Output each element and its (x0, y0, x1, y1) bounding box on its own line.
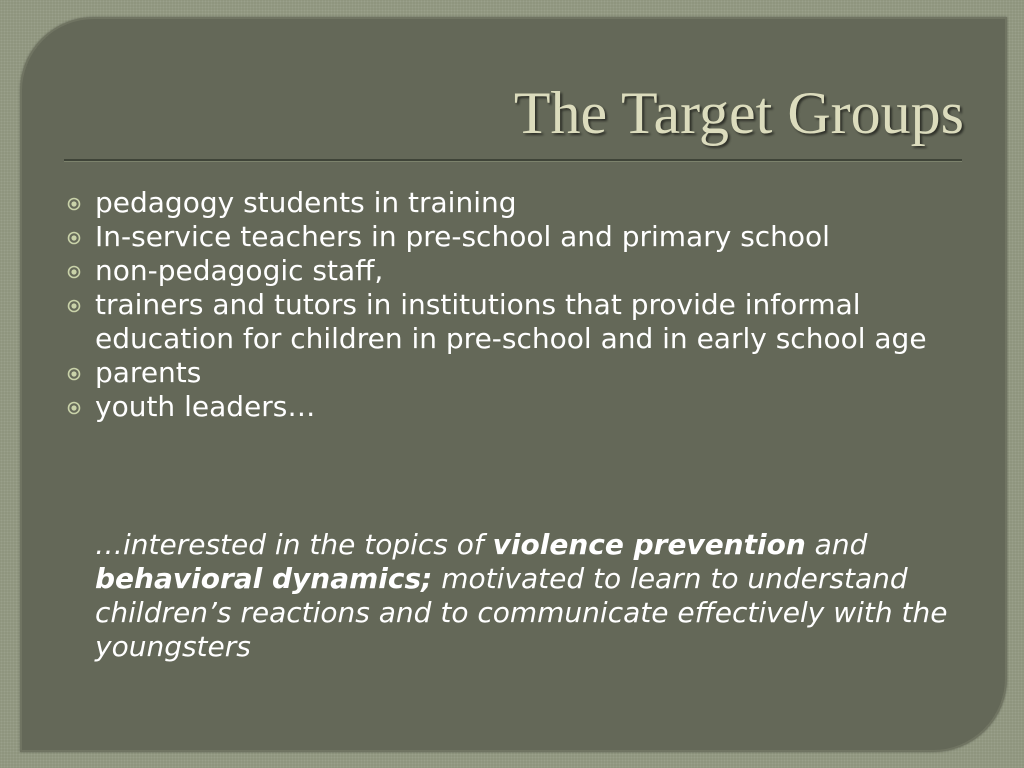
bullet-item (62, 390, 962, 424)
bullet-item (62, 254, 962, 288)
bullet-item (62, 220, 962, 254)
circled-dot-bullet-icon (67, 231, 81, 245)
circled-dot-bullet-icon (67, 197, 81, 211)
note-emphasis: violence prevention (492, 528, 806, 561)
bullet-text: youth leaders… (95, 390, 316, 423)
bullet-item (62, 288, 962, 356)
note-text: …interested in the topics of (95, 528, 493, 561)
note-emphasis: behavioral dynamics; (95, 562, 433, 595)
bullet-text: non-pedagogic staff, (95, 254, 384, 287)
bullet-text: trainers and tutors in institutions that provide informal education for children in pre-school and in early school age (95, 288, 927, 355)
circled-dot-bullet-icon (67, 367, 81, 381)
bullet-text: pedagogy students in training (95, 186, 517, 219)
bullet-list (62, 186, 962, 424)
note-text: motivated to learn to understand children’s reactions and to communicate effectively with the youngsters (95, 562, 948, 663)
circled-dot-bullet-icon (67, 401, 81, 415)
title-divider (64, 159, 962, 162)
bullet-item (62, 356, 962, 390)
closing-note (95, 528, 965, 664)
bullet-text: parents (95, 356, 202, 389)
circled-dot-bullet-icon (67, 265, 81, 279)
bullet-text: In-service teachers in pre-school and primary school (95, 220, 830, 253)
slide-title: The Target Groups (513, 80, 964, 146)
circled-dot-bullet-icon (67, 299, 81, 313)
bullet-item (62, 186, 962, 220)
note-text: and (805, 528, 868, 561)
